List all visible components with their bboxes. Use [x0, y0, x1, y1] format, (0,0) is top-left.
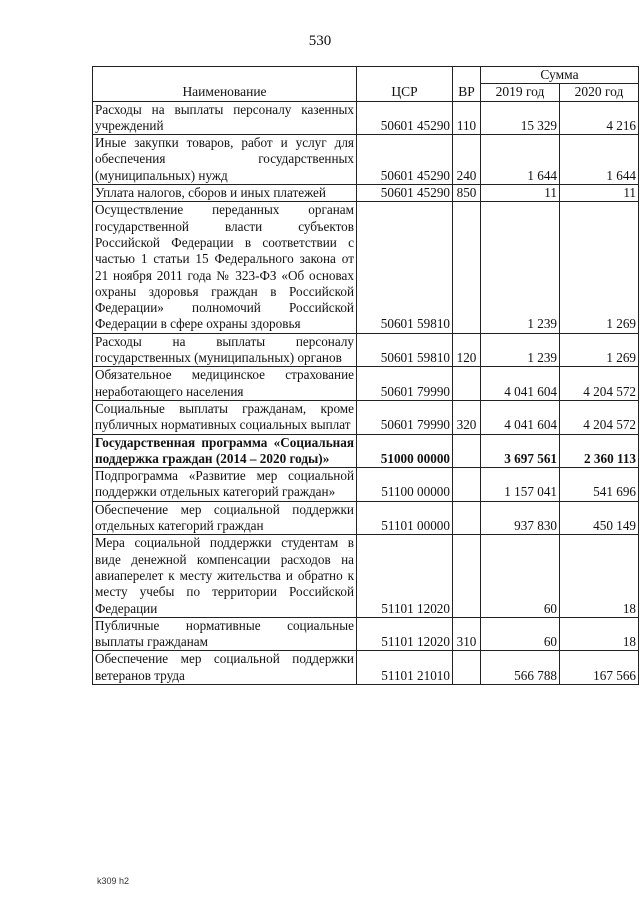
row-vr: 240	[453, 135, 481, 185]
row-amount-2020: 1 269	[560, 202, 639, 333]
row-vr	[453, 535, 481, 617]
row-vr: 850	[453, 185, 481, 202]
row-vr	[453, 367, 481, 401]
table-row	[93, 468, 639, 502]
row-csr: 50601 79990	[357, 367, 453, 401]
row-name: Публичные нормативные социальные выплаты гражданам	[93, 617, 357, 651]
header-vr: ВР	[453, 67, 481, 102]
row-name: Подпрограмма «Развитие мер социальной поддержки отдельных категорий граждан»	[93, 468, 357, 502]
table-row	[93, 535, 639, 617]
row-csr: 50601 45290	[357, 135, 453, 185]
row-amount-2019: 3 697 561	[481, 434, 560, 468]
row-name: Осуществление переданных органам государственной власти субъектов Российской Федерации в соответствии с частью 1 статьи 15 Федерального закона от 21 ноября 2011 года № 323-ФЗ «Об основах охраны здоровья граждан в Российской Федерации» полномочий Российской Федерации в сфере охраны здоровья	[93, 202, 357, 333]
row-vr: 320	[453, 400, 481, 434]
row-vr	[453, 202, 481, 333]
row-amount-2020: 1 644	[560, 135, 639, 185]
row-name: Мера социальной поддержки студентам в виде денежной компенсации расходов на авиаперелет к месту жительства и обратно к месту учебы по территории Российской Федерации	[93, 535, 357, 617]
footer-code: k309 h2	[97, 876, 130, 886]
row-csr: 51101 21010	[357, 651, 453, 685]
row-amount-2019: 11	[481, 185, 560, 202]
header-name: Наименование	[93, 67, 357, 102]
row-amount-2019: 4 041 604	[481, 400, 560, 434]
row-vr	[453, 501, 481, 535]
header-year-2019: 2019 год	[481, 84, 560, 101]
row-amount-2020: 4 204 572	[560, 400, 639, 434]
row-csr: 50601 45290	[357, 185, 453, 202]
row-csr: 50601 45290	[357, 101, 453, 135]
header-csr: ЦСР	[357, 67, 453, 102]
row-amount-2019: 60	[481, 617, 560, 651]
page-number: 530	[308, 33, 332, 49]
row-csr: 51000 00000	[357, 434, 453, 468]
row-amount-2020: 11	[560, 185, 639, 202]
table-row	[93, 501, 639, 535]
row-csr: 51101 00000	[357, 501, 453, 535]
table-body	[93, 101, 639, 684]
row-vr	[453, 651, 481, 685]
row-csr: 50601 79990	[357, 400, 453, 434]
table-row	[93, 101, 639, 135]
row-amount-2020: 18	[560, 535, 639, 617]
row-amount-2020: 2 360 113	[560, 434, 639, 468]
table-row	[93, 434, 639, 468]
row-vr: 110	[453, 101, 481, 135]
row-name: Расходы на выплаты персоналу государственных (муниципальных) органов	[93, 333, 357, 367]
row-csr: 51100 00000	[357, 468, 453, 502]
row-name: Иные закупки товаров, работ и услуг для обеспечения государственных (муниципальных) нужд	[93, 135, 357, 185]
row-csr: 51101 12020	[357, 617, 453, 651]
row-amount-2019: 937 830	[481, 501, 560, 535]
row-name: Расходы на выплаты персоналу казенных учреждений	[93, 101, 357, 135]
row-amount-2020: 450 149	[560, 501, 639, 535]
table-row	[93, 202, 639, 333]
table-row	[93, 367, 639, 401]
row-amount-2020: 1 269	[560, 333, 639, 367]
row-name: Уплата налогов, сборов и иных платежей	[93, 185, 357, 202]
row-name: Обязательное медицинское страхование неработающего населения	[93, 367, 357, 401]
row-amount-2020: 18	[560, 617, 639, 651]
row-vr	[453, 468, 481, 502]
table-row	[93, 185, 639, 202]
table-header	[93, 67, 639, 102]
budget-table	[92, 66, 639, 685]
row-name: Обеспечение мер социальной поддержки ветеранов труда	[93, 651, 357, 685]
row-name: Обеспечение мер социальной поддержки отдельных категорий граждан	[93, 501, 357, 535]
table-row	[93, 400, 639, 434]
row-vr	[453, 434, 481, 468]
row-name: Социальные выплаты гражданам, кроме публичных нормативных социальных выплат	[93, 400, 357, 434]
row-amount-2019: 4 041 604	[481, 367, 560, 401]
row-amount-2019: 566 788	[481, 651, 560, 685]
row-name: Государственная программа «Социальная поддержка граждан (2014 – 2020 годы)»	[93, 434, 357, 468]
row-csr: 50601 59810	[357, 202, 453, 333]
row-amount-2020: 541 696	[560, 468, 639, 502]
row-amount-2019: 1 157 041	[481, 468, 560, 502]
table-row	[93, 135, 639, 185]
row-amount-2019: 15 329	[481, 101, 560, 135]
table-row	[93, 333, 639, 367]
row-amount-2019: 1 644	[481, 135, 560, 185]
header-sum: Сумма	[481, 67, 639, 84]
row-amount-2020: 4 204 572	[560, 367, 639, 401]
row-amount-2019: 60	[481, 535, 560, 617]
row-amount-2019: 1 239	[481, 333, 560, 367]
table-row	[93, 651, 639, 685]
row-amount-2020: 4 216	[560, 101, 639, 135]
header-year-2020: 2020 год	[560, 84, 639, 101]
row-amount-2019: 1 239	[481, 202, 560, 333]
row-vr: 310	[453, 617, 481, 651]
row-amount-2020: 167 566	[560, 651, 639, 685]
row-csr: 50601 59810	[357, 333, 453, 367]
row-vr: 120	[453, 333, 481, 367]
table-row	[93, 617, 639, 651]
row-csr: 51101 12020	[357, 535, 453, 617]
